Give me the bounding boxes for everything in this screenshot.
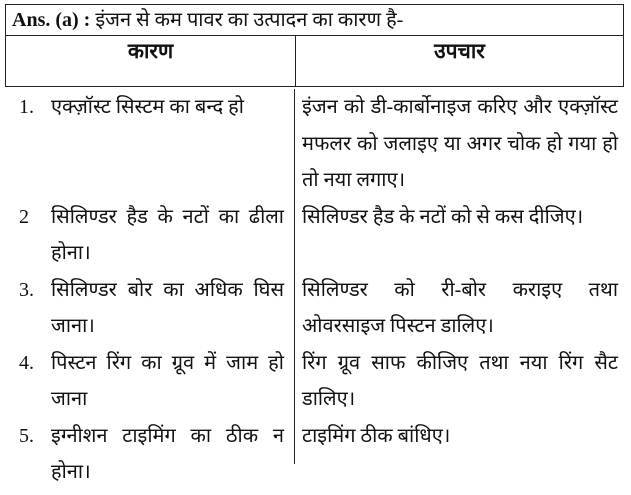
table-row (5, 89, 624, 199)
row-number: 4. (19, 351, 34, 374)
remedy-cell: टाइमिंग ठीक बांधिए। (302, 424, 451, 447)
answer-title (5, 4, 624, 36)
cause-cell: इग्नीशन टाइमिंग का ठीक न होना। (51, 424, 284, 483)
remedy-cell: सिलिण्डर को री-बोर कराइए तथा ओवरसाइज पिस्टन डालिए। (302, 278, 618, 337)
remedy-cell: इंजन को डी-कार्बोनाइज करिए और एक्ज़ॉस्ट मफलर को जलाइए या अगर चोक हो गया हो तो नया लगाए। (302, 96, 618, 191)
header-cause: कारण (6, 36, 296, 86)
answer-table (5, 4, 624, 491)
table-row (5, 272, 624, 345)
cause-cell: एक्ज़ॉस्ट सिस्टम का बन्द हो (51, 96, 244, 118)
cause-cell: पिस्टन रिंग का ग्रूव में जाम हो जाना (51, 351, 284, 410)
header-remedy: उपचार (434, 39, 485, 63)
answer-text: इंजन से कम पावर का उत्पादन का कारण है- (95, 9, 404, 31)
table-header (5, 36, 624, 87)
table-row (5, 345, 624, 418)
answer-label: Ans. (a) : (12, 9, 91, 31)
remedy-cell: सिलिण्डर हैड के नटों को से कस दीजिए। (302, 205, 584, 228)
column-divider (294, 89, 295, 464)
row-number: 3. (19, 278, 34, 301)
table-row (5, 199, 624, 272)
row-number: 5. (19, 424, 34, 447)
cause-cell: सिलिण्डर हैड के नटों का ढीला होना। (51, 205, 284, 264)
table-row (5, 418, 624, 491)
table-body (5, 89, 624, 491)
cause-cell: सिलिण्डर बोर का अधिक घिस जाना। (51, 278, 284, 337)
row-number: 1. (19, 96, 34, 118)
remedy-cell: रिंग ग्रूव साफ कीजिए तथा नया रिंग सैट डालिए। (302, 351, 618, 410)
row-number: 2 (19, 205, 29, 228)
